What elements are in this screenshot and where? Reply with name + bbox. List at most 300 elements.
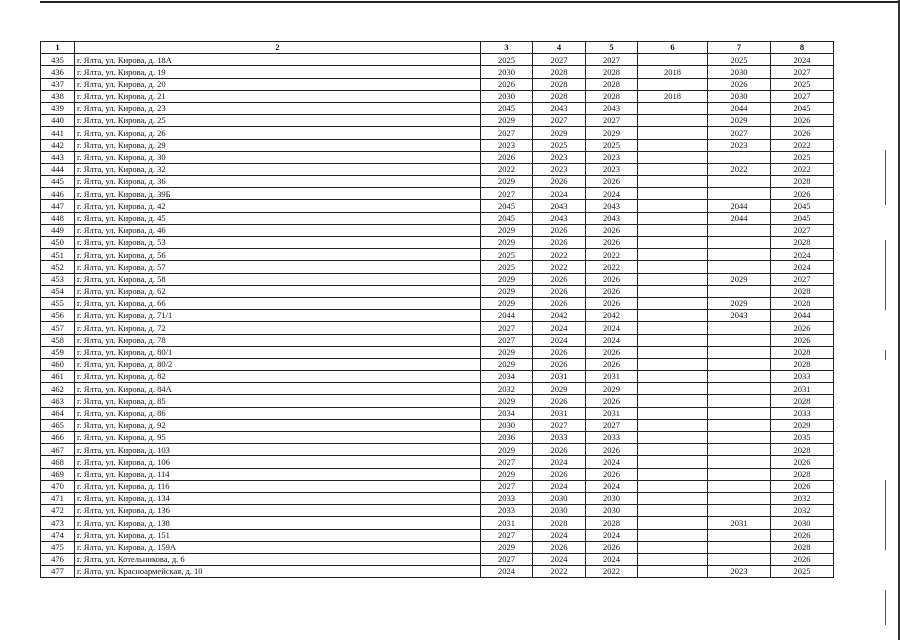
address-cell: г. Ялта, ул. Кирова, д. 86 <box>75 407 481 419</box>
year-cell: 2029 <box>481 176 533 188</box>
year-cell: 2044 <box>708 212 771 224</box>
year-cell: 2030 <box>771 517 834 529</box>
year-cell: 2025 <box>586 139 638 151</box>
year-cell: 2025 <box>533 139 586 151</box>
year-cell <box>638 78 708 90</box>
year-cell: 2024 <box>481 566 533 578</box>
table-row <box>41 517 834 529</box>
year-cell <box>708 419 771 431</box>
year-cell: 2030 <box>481 66 533 78</box>
table-row <box>41 346 834 358</box>
row-number-cell: 451 <box>41 249 75 261</box>
year-cell: 2032 <box>771 492 834 504</box>
table-row <box>41 237 834 249</box>
year-cell: 2029 <box>533 383 586 395</box>
year-cell: 2031 <box>586 371 638 383</box>
year-cell: 2023 <box>586 151 638 163</box>
year-cell <box>708 371 771 383</box>
table-row <box>41 139 834 151</box>
page-top-edge <box>40 1 900 3</box>
year-cell <box>638 224 708 236</box>
year-cell <box>638 395 708 407</box>
year-cell: 2025 <box>481 249 533 261</box>
address-cell: г. Ялта, ул. Кирова, д. 72 <box>75 322 481 334</box>
column-header: 2 <box>75 42 481 54</box>
year-cell: 2043 <box>533 102 586 114</box>
year-cell <box>708 358 771 370</box>
row-number-cell: 453 <box>41 273 75 285</box>
year-cell <box>708 224 771 236</box>
table-row <box>41 529 834 541</box>
year-cell <box>638 188 708 200</box>
year-cell: 2045 <box>481 200 533 212</box>
year-cell <box>708 322 771 334</box>
address-cell: г. Ялта, ул. Кирова, д. 106 <box>75 456 481 468</box>
row-number-cell: 472 <box>41 505 75 517</box>
year-cell: 2024 <box>586 480 638 492</box>
year-cell: 2024 <box>586 529 638 541</box>
year-cell: 2028 <box>533 78 586 90</box>
year-cell: 2026 <box>586 468 638 480</box>
table-row <box>41 395 834 407</box>
year-cell: 2022 <box>533 261 586 273</box>
year-cell: 2028 <box>771 395 834 407</box>
column-header: 5 <box>586 42 638 54</box>
year-cell: 2023 <box>586 163 638 175</box>
row-number-cell: 464 <box>41 407 75 419</box>
year-cell: 2026 <box>533 224 586 236</box>
year-cell: 2026 <box>533 176 586 188</box>
year-cell: 2026 <box>771 188 834 200</box>
table-row <box>41 371 834 383</box>
scan-mark <box>885 150 886 205</box>
year-cell: 2033 <box>771 407 834 419</box>
table-body <box>41 54 834 578</box>
year-cell: 2029 <box>481 358 533 370</box>
header-row <box>41 42 834 54</box>
year-cell: 2026 <box>481 151 533 163</box>
year-cell <box>708 432 771 444</box>
year-cell: 2023 <box>708 139 771 151</box>
row-number-cell: 462 <box>41 383 75 395</box>
year-cell: 2032 <box>771 505 834 517</box>
year-cell: 2022 <box>586 261 638 273</box>
table-row <box>41 90 834 102</box>
year-cell: 2026 <box>586 285 638 297</box>
year-cell <box>638 261 708 273</box>
scan-mark <box>885 480 886 550</box>
year-cell: 2026 <box>481 78 533 90</box>
year-cell: 2022 <box>771 163 834 175</box>
row-number-cell: 471 <box>41 492 75 504</box>
row-number-cell: 438 <box>41 90 75 102</box>
year-cell: 2022 <box>708 163 771 175</box>
address-cell: г. Ялта, ул. Кирова, д. 20 <box>75 78 481 90</box>
row-number-cell: 455 <box>41 297 75 309</box>
year-cell <box>638 237 708 249</box>
year-cell: 2028 <box>771 358 834 370</box>
table-row <box>41 407 834 419</box>
year-cell: 2027 <box>771 90 834 102</box>
address-cell: г. Ялта, ул. Кирова, д. 42 <box>75 200 481 212</box>
year-cell: 2042 <box>586 310 638 322</box>
row-number-cell: 444 <box>41 163 75 175</box>
year-cell: 2024 <box>533 188 586 200</box>
year-cell: 2027 <box>771 224 834 236</box>
table-row <box>41 273 834 285</box>
table-row <box>41 115 834 127</box>
year-cell: 2026 <box>586 395 638 407</box>
year-cell: 2044 <box>708 102 771 114</box>
address-cell: г. Ялта, ул. Кирова, д. 46 <box>75 224 481 236</box>
year-cell: 2029 <box>481 297 533 309</box>
row-number-cell: 460 <box>41 358 75 370</box>
table-row <box>41 188 834 200</box>
year-cell: 2029 <box>481 395 533 407</box>
year-cell: 2027 <box>533 419 586 431</box>
year-cell: 2027 <box>771 273 834 285</box>
year-cell: 2028 <box>533 517 586 529</box>
row-number-cell: 470 <box>41 480 75 492</box>
table-row <box>41 383 834 395</box>
table-row <box>41 566 834 578</box>
year-cell: 2031 <box>533 371 586 383</box>
row-number-cell: 473 <box>41 517 75 529</box>
year-cell: 2025 <box>771 151 834 163</box>
year-cell <box>638 273 708 285</box>
table-row <box>41 127 834 139</box>
table-row <box>41 163 834 175</box>
row-number-cell: 448 <box>41 212 75 224</box>
address-cell: г. Ялта, ул. Кирова, д. 53 <box>75 237 481 249</box>
year-cell <box>638 334 708 346</box>
year-cell <box>638 432 708 444</box>
year-cell: 2026 <box>533 395 586 407</box>
year-cell: 2024 <box>533 529 586 541</box>
scan-mark <box>885 350 886 360</box>
year-cell <box>708 529 771 541</box>
address-cell: г. Ялта, ул. Кирова, д. 39Б <box>75 188 481 200</box>
table-row <box>41 505 834 517</box>
year-cell <box>638 407 708 419</box>
year-cell <box>638 505 708 517</box>
row-number-cell: 456 <box>41 310 75 322</box>
year-cell <box>708 151 771 163</box>
year-cell: 2028 <box>586 78 638 90</box>
year-cell <box>708 553 771 565</box>
column-header: 3 <box>481 42 533 54</box>
year-cell: 2029 <box>481 444 533 456</box>
year-cell: 2025 <box>771 566 834 578</box>
year-cell: 2027 <box>481 529 533 541</box>
year-cell <box>708 188 771 200</box>
table-row <box>41 212 834 224</box>
year-cell: 2022 <box>481 163 533 175</box>
year-cell: 2043 <box>708 310 771 322</box>
year-cell <box>638 54 708 66</box>
year-cell: 2027 <box>586 54 638 66</box>
table-row <box>41 456 834 468</box>
year-cell <box>638 371 708 383</box>
year-cell: 2029 <box>481 346 533 358</box>
year-cell: 2025 <box>481 54 533 66</box>
address-cell: г. Ялта, ул. Кирова, д. 116 <box>75 480 481 492</box>
year-cell: 2026 <box>586 273 638 285</box>
year-cell: 2026 <box>586 444 638 456</box>
year-cell: 2043 <box>586 200 638 212</box>
year-cell <box>638 529 708 541</box>
year-cell: 2026 <box>586 346 638 358</box>
address-cell: г. Ялта, ул. Котельникова, д. 6 <box>75 553 481 565</box>
year-cell: 2042 <box>533 310 586 322</box>
year-cell <box>708 456 771 468</box>
year-cell <box>638 468 708 480</box>
year-cell: 2026 <box>708 78 771 90</box>
year-cell: 2045 <box>481 212 533 224</box>
row-number-cell: 467 <box>41 444 75 456</box>
year-cell: 2022 <box>586 566 638 578</box>
year-cell <box>708 444 771 456</box>
address-cell: г. Ялта, ул. Кирова, д. 82 <box>75 371 481 383</box>
row-number-cell: 441 <box>41 127 75 139</box>
row-number-cell: 449 <box>41 224 75 236</box>
address-cell: г. Ялта, ул. Кирова, д. 36 <box>75 176 481 188</box>
year-cell <box>708 541 771 553</box>
year-cell <box>638 553 708 565</box>
year-cell <box>708 505 771 517</box>
address-cell: г. Ялта, ул. Кирова, д. 21 <box>75 90 481 102</box>
year-cell: 2045 <box>771 212 834 224</box>
year-cell: 2044 <box>771 310 834 322</box>
year-cell: 2029 <box>708 297 771 309</box>
year-cell: 2025 <box>771 78 834 90</box>
year-cell <box>708 285 771 297</box>
year-cell: 2028 <box>533 90 586 102</box>
row-number-cell: 450 <box>41 237 75 249</box>
year-cell: 2024 <box>533 456 586 468</box>
year-cell: 2027 <box>708 127 771 139</box>
year-cell: 2027 <box>533 54 586 66</box>
column-header: 8 <box>771 42 834 54</box>
year-cell <box>638 200 708 212</box>
year-cell: 2028 <box>771 444 834 456</box>
year-cell: 2026 <box>533 273 586 285</box>
year-cell: 2028 <box>586 517 638 529</box>
year-cell <box>638 541 708 553</box>
table-row <box>41 78 834 90</box>
year-cell: 2028 <box>771 237 834 249</box>
year-cell <box>708 176 771 188</box>
year-cell <box>708 383 771 395</box>
table-row <box>41 492 834 504</box>
address-cell: г. Ялта, ул. Кирова, д. 78 <box>75 334 481 346</box>
year-cell: 2026 <box>533 541 586 553</box>
address-cell: г. Ялта, ул. Кирова, д. 62 <box>75 285 481 297</box>
year-cell: 2027 <box>481 322 533 334</box>
address-cell: г. Ялта, ул. Кирова, д. 92 <box>75 419 481 431</box>
year-cell: 2026 <box>771 529 834 541</box>
year-cell <box>708 334 771 346</box>
year-cell: 2026 <box>533 297 586 309</box>
scan-mark <box>885 240 886 310</box>
address-cell: г. Ялта, ул. Кирова, д. 103 <box>75 444 481 456</box>
year-cell: 2031 <box>481 517 533 529</box>
table-row <box>41 297 834 309</box>
row-number-cell: 459 <box>41 346 75 358</box>
year-cell <box>638 310 708 322</box>
row-number-cell: 454 <box>41 285 75 297</box>
year-cell <box>708 468 771 480</box>
table-row <box>41 200 834 212</box>
table-row <box>41 334 834 346</box>
year-cell: 2034 <box>481 371 533 383</box>
year-cell <box>638 249 708 261</box>
year-cell: 2043 <box>586 102 638 114</box>
year-cell: 2030 <box>481 90 533 102</box>
year-cell <box>638 127 708 139</box>
year-cell: 2026 <box>771 456 834 468</box>
year-cell: 2026 <box>533 444 586 456</box>
year-cell: 2030 <box>708 66 771 78</box>
row-number-cell: 461 <box>41 371 75 383</box>
table-row <box>41 261 834 273</box>
year-cell: 2026 <box>586 541 638 553</box>
column-header: 6 <box>638 42 708 54</box>
year-cell: 2029 <box>708 115 771 127</box>
year-cell: 2024 <box>533 480 586 492</box>
year-cell: 2024 <box>533 322 586 334</box>
row-number-cell: 445 <box>41 176 75 188</box>
row-number-cell: 447 <box>41 200 75 212</box>
year-cell: 2028 <box>586 66 638 78</box>
year-cell: 2023 <box>533 163 586 175</box>
address-cell: г. Ялта, ул. Кирова, д. 57 <box>75 261 481 273</box>
year-cell <box>708 480 771 492</box>
year-cell: 2028 <box>771 297 834 309</box>
year-cell: 2027 <box>771 66 834 78</box>
scan-mark <box>885 590 886 625</box>
address-cell: г. Ялта, ул. Кирова, д. 32 <box>75 163 481 175</box>
year-cell <box>708 492 771 504</box>
table-row <box>41 102 834 114</box>
year-cell: 2026 <box>586 176 638 188</box>
row-number-cell: 446 <box>41 188 75 200</box>
year-cell: 2027 <box>481 480 533 492</box>
table-row <box>41 224 834 236</box>
row-number-cell: 442 <box>41 139 75 151</box>
year-cell: 2031 <box>708 517 771 529</box>
address-cell: г. Ялта, ул. Кирова, д. 23 <box>75 102 481 114</box>
year-cell: 2028 <box>771 346 834 358</box>
table-row <box>41 322 834 334</box>
year-cell <box>638 297 708 309</box>
address-cell: г. Ялта, ул. Кирова, д. 114 <box>75 468 481 480</box>
year-cell: 2024 <box>771 54 834 66</box>
address-cell: г. Ялта, ул. Кирова, д. 134 <box>75 492 481 504</box>
year-cell <box>638 115 708 127</box>
year-cell: 2029 <box>481 115 533 127</box>
year-cell: 2032 <box>481 383 533 395</box>
year-cell: 2029 <box>481 541 533 553</box>
year-cell: 2028 <box>771 468 834 480</box>
year-cell <box>708 261 771 273</box>
year-cell: 2024 <box>586 188 638 200</box>
column-header: 7 <box>708 42 771 54</box>
year-cell: 2028 <box>771 541 834 553</box>
year-cell: 2022 <box>533 249 586 261</box>
table-row <box>41 541 834 553</box>
table-row <box>41 285 834 297</box>
year-cell: 2044 <box>481 310 533 322</box>
row-number-cell: 474 <box>41 529 75 541</box>
table-row <box>41 468 834 480</box>
year-cell <box>708 249 771 261</box>
year-cell: 2033 <box>586 432 638 444</box>
year-cell <box>638 285 708 297</box>
table-row <box>41 419 834 431</box>
year-cell: 2026 <box>771 553 834 565</box>
year-cell <box>638 346 708 358</box>
row-number-cell: 439 <box>41 102 75 114</box>
year-cell: 2024 <box>586 334 638 346</box>
table-row <box>41 480 834 492</box>
year-cell: 2033 <box>771 371 834 383</box>
row-number-cell: 443 <box>41 151 75 163</box>
address-cell: г. Ялта, ул. Красноармейская, д. 10 <box>75 566 481 578</box>
table-row <box>41 432 834 444</box>
year-cell: 2033 <box>481 505 533 517</box>
year-cell <box>638 322 708 334</box>
year-cell: 2024 <box>586 322 638 334</box>
table-row <box>41 553 834 565</box>
year-cell: 2028 <box>533 66 586 78</box>
row-number-cell: 463 <box>41 395 75 407</box>
schedule-table <box>40 41 834 578</box>
address-cell: г. Ялта, ул. Кирова, д. 80/1 <box>75 346 481 358</box>
year-cell <box>638 102 708 114</box>
year-cell: 2023 <box>481 139 533 151</box>
year-cell: 2029 <box>533 127 586 139</box>
year-cell: 2029 <box>481 224 533 236</box>
year-cell <box>708 237 771 249</box>
year-cell: 2026 <box>533 346 586 358</box>
year-cell <box>638 139 708 151</box>
year-cell <box>638 444 708 456</box>
year-cell: 2026 <box>771 480 834 492</box>
year-cell <box>638 480 708 492</box>
year-cell: 2044 <box>708 200 771 212</box>
year-cell: 2026 <box>771 334 834 346</box>
year-cell: 2043 <box>533 200 586 212</box>
year-cell: 2026 <box>533 237 586 249</box>
address-cell: г. Ялта, ул. Кирова, д. 19 <box>75 66 481 78</box>
year-cell <box>638 212 708 224</box>
row-number-cell: 440 <box>41 115 75 127</box>
year-cell <box>638 456 708 468</box>
address-cell: г. Ялта, ул. Кирова, д. 45 <box>75 212 481 224</box>
year-cell: 2018 <box>638 90 708 102</box>
year-cell: 2022 <box>586 249 638 261</box>
row-number-cell: 466 <box>41 432 75 444</box>
table-row <box>41 444 834 456</box>
year-cell: 2031 <box>586 407 638 419</box>
year-cell: 2026 <box>533 285 586 297</box>
table-row <box>41 66 834 78</box>
year-cell: 2027 <box>481 456 533 468</box>
address-cell: г. Ялта, ул. Кирова, д. 58 <box>75 273 481 285</box>
year-cell: 2027 <box>533 115 586 127</box>
row-number-cell: 465 <box>41 419 75 431</box>
